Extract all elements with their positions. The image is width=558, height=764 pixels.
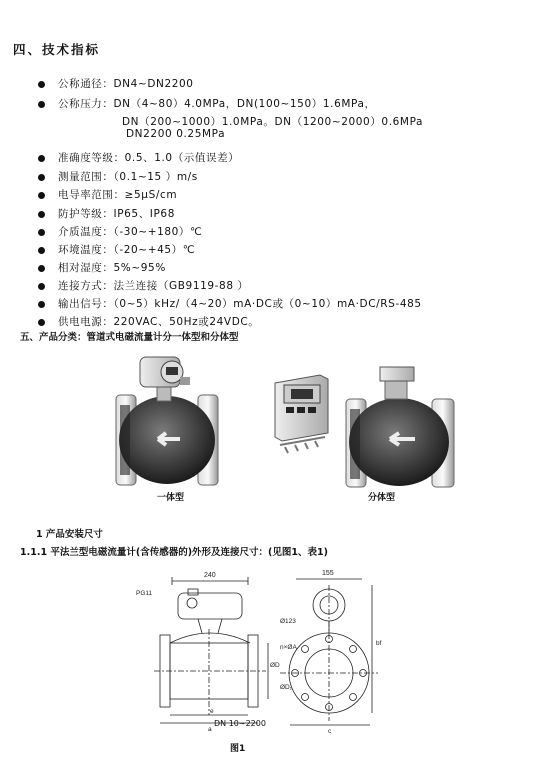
label-e: e [210,708,214,715]
caption-split: 分体型 [368,493,396,503]
bullet-icon [38,319,45,326]
bullet-icon [38,174,45,181]
front-view [154,577,268,723]
spec-label: 相对湿度： [58,262,114,274]
split-flowmeter-photo [346,367,454,487]
converter-box-photo [275,375,328,453]
spec-item [58,96,376,111]
spec-label: 电导率范围： [58,189,125,201]
spec-value: （-20~+45）℃ [113,244,196,256]
spec-value: DN4~DN2200 [113,78,194,90]
bullet-icon [38,247,45,254]
spec-item [58,150,239,165]
spec-value: （0~5）kHz/（4~20）mA·DC或（0~10）mA·DC/RS-485 [113,298,422,310]
spec-item [58,242,195,257]
section-title-classification: 五、产品分类：管道式电磁流量计分一体型和分体型 [20,332,239,343]
label-pg11: PG11 [136,590,153,597]
label-phi123: Ø123 [280,618,296,625]
label-phiD1: ØD₁ [280,684,292,691]
section-title-specs: 四、技术指标 [13,42,101,57]
spec-label: 公称压力： [58,98,114,110]
spec-value: IP65、IP68 [113,208,175,220]
label-a: a [208,726,212,733]
spec-label: 输出信号： [58,298,114,310]
dim-240: 240 [204,572,216,579]
spec-item [58,314,259,329]
dn-range: DN 10~2200 [214,719,266,728]
bullet-icon [38,283,45,290]
spec-item [58,278,249,293]
spec-value: 0.5、1.0（示值误差） [124,152,240,164]
install-subheading: 1.1.1 平法兰型电磁流量计(含传感器的)外形及连接尺寸：(见图1、表1) [20,547,328,558]
integrated-flowmeter-photo [116,357,218,485]
spec-label: 防护等级： [58,208,114,220]
bullet-icon [38,211,45,218]
label-phiD: ØD [270,662,280,669]
spec-value: 5%~95% [113,262,166,274]
spec-label: 准确度等级： [58,152,125,164]
spec-label: 测量范围： [58,171,114,183]
bullet-icon [38,101,45,108]
label-bf: bf [376,640,382,647]
spec-label: 供电电源： [58,316,114,328]
dim-155: 155 [322,570,334,577]
spec-value: 法兰连接（GB9119-88 ） [113,280,249,292]
figure-label: 图1 [230,744,246,754]
spec-item [58,169,198,184]
product-photos [110,355,510,490]
label-nxphiA: n×ØA [280,644,297,651]
bullet-icon [38,81,45,88]
spec-item [58,260,166,275]
spec-value: ≥5μS/cm [124,189,178,201]
spec-item [58,187,177,202]
bullet-icon [38,301,45,308]
side-view [280,579,378,725]
spec-label: 介质温度： [58,226,114,238]
spec-continuation: DN2200 0.25MPa [126,128,226,140]
spec-label: 连接方式： [58,280,114,292]
spec-label: 公称通径： [58,78,114,90]
bullet-icon [38,265,45,272]
spec-item [58,206,175,221]
spec-value: （0.1~15 ）m/s [113,171,198,183]
spec-value: DN（4~80）4.0MPa，DN(100~150）1.6MPa， [113,98,376,110]
spec-value: （-30~+180）℃ [113,226,203,238]
bullet-icon [38,229,45,236]
install-heading: 1 产品安装尺寸 [36,529,103,540]
bullet-icon [38,155,45,162]
spec-value: 220VAC、50Hz或24VDC。 [113,316,260,328]
spec-item [58,224,202,239]
caption-integrated: 一体型 [157,493,185,503]
bullet-icon [38,192,45,199]
spec-continuation: DN（200~1000）1.0MPa。DN（1200~2000）0.6MPa [122,116,424,128]
spec-item [58,76,194,91]
spec-label: 环境温度： [58,244,114,256]
label-c: c [328,728,332,735]
spec-item [58,296,422,311]
